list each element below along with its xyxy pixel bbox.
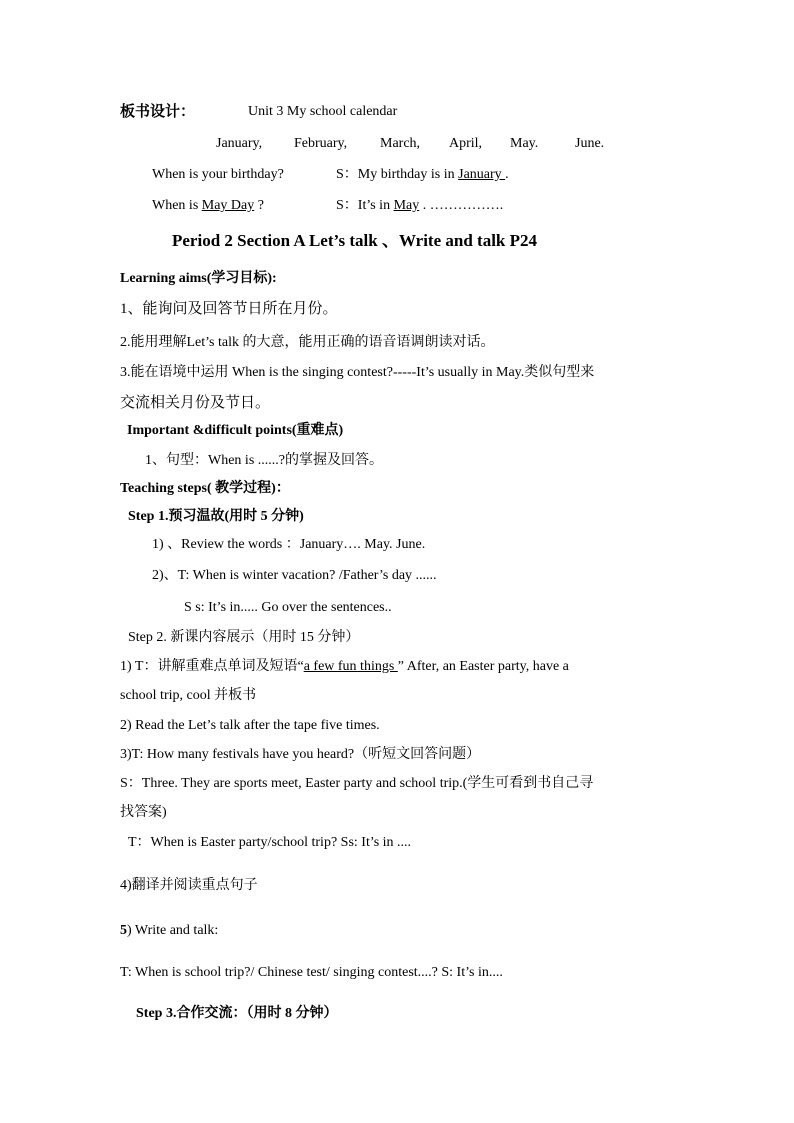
question-2-suffix: ? — [254, 198, 264, 213]
step-2-line-7 — [120, 922, 218, 940]
answer-1-suffix: . — [505, 167, 509, 182]
board-month-5: May. — [510, 136, 539, 151]
answer-1-blank: January — [458, 167, 506, 182]
step-1-line-3: S s: It’s in..... Go over the sentences.. — [184, 600, 392, 615]
aims-item-1: 1、能询问及回答节日所在月份。 — [120, 301, 338, 317]
step-2-line-1b: school trip, cool 并板书 — [120, 688, 257, 703]
step-1-title: Step 1.预习温故(用时 5 分钟) — [128, 509, 304, 524]
aims-item-2: 2.能用理解Let’s talk 的大意，能用正确的语音语调朗读对话。 — [120, 335, 495, 350]
board-answer-2 — [336, 197, 503, 215]
board-label: 板书设计： — [120, 104, 196, 120]
board-question-1: When is your birthday? — [152, 167, 284, 182]
step-2-line-1-prefix: 1) T：讲解重难点单词及短语“ — [120, 659, 304, 674]
board-unit-title: Unit 3 My school calendar — [248, 104, 398, 119]
board-month-2: February, — [294, 136, 348, 151]
answer-2-suffix: . ……………. — [419, 198, 504, 213]
board-month-1: January, — [216, 136, 263, 151]
step-2-line-7-number: 5 — [120, 923, 127, 938]
aims-heading: Learning aims(学习目标): — [120, 271, 277, 286]
step-2-line-3: 3)T: How many festivals have you heard?（听短文回答问题） — [120, 747, 481, 762]
step-3-title: Step 3.合作交流：（用时 8 分钟） — [136, 1006, 338, 1021]
points-heading: Important &difficult points(重难点) — [127, 423, 344, 438]
step-2-line-2: 2) Read the Let’s talk after the tape five times. — [120, 718, 380, 733]
board-month-6: June. — [575, 136, 605, 151]
step-2-line-4: S：Three. They are sports meet, Easter party and school trip.(学生可看到书自己寻 — [120, 776, 594, 791]
step-1-line-1: 1) 、Review the words ：January…. May. June. — [152, 537, 426, 552]
step-2-line-1 — [120, 658, 569, 676]
step-2-key-phrase: a few fun things — [303, 659, 398, 674]
question-2-prefix: When is — [152, 198, 202, 213]
aims-item-3-line-1: 3.能在语境中运用 When is the singing contest?-----It’s usually in May.类似句型来 — [120, 365, 595, 380]
board-month-4: April, — [449, 136, 483, 151]
step-1-line-2: 2)、T: When is winter vacation? /Father’s day ...... — [152, 568, 437, 583]
aims-item-3-line-2: 交流相关月份及节日。 — [120, 395, 271, 411]
steps-heading: Teaching steps( 教学过程)： — [120, 481, 290, 496]
step-2-line-4b: 找答案) — [120, 805, 167, 820]
points-item-1: 1、句型：When is ......?的掌握及回答。 — [145, 453, 383, 468]
step-2-title: Step 2. 新课内容展示（用时 15 分钟） — [128, 630, 360, 645]
step-2-line-7-text: ) Write and talk: — [127, 923, 219, 938]
answer-2-blank: May — [393, 198, 420, 213]
board-question-2 — [152, 197, 264, 215]
board-answer-1 — [336, 166, 509, 184]
step-2-line-6: 4)翻译并阅读重点句子 — [120, 878, 258, 893]
step-2-line-1-suffix: ” After, an Easter party, have a — [397, 659, 569, 674]
period-title: Period 2 Section A Let’s talk 、Write and talk P24 — [172, 231, 538, 250]
board-month-3: March, — [380, 136, 421, 151]
answer-2-prefix: S：It’s in — [336, 198, 394, 213]
step-2-line-5: T：When is Easter party/school trip? Ss: It’s in .... — [128, 835, 412, 850]
answer-1-prefix: S：My birthday is in — [336, 167, 459, 182]
step-2-line-8: T: When is school trip?/ Chinese test/ singing contest....? S: It’s in.... — [120, 965, 503, 980]
question-2-blank: May Day — [201, 198, 255, 213]
